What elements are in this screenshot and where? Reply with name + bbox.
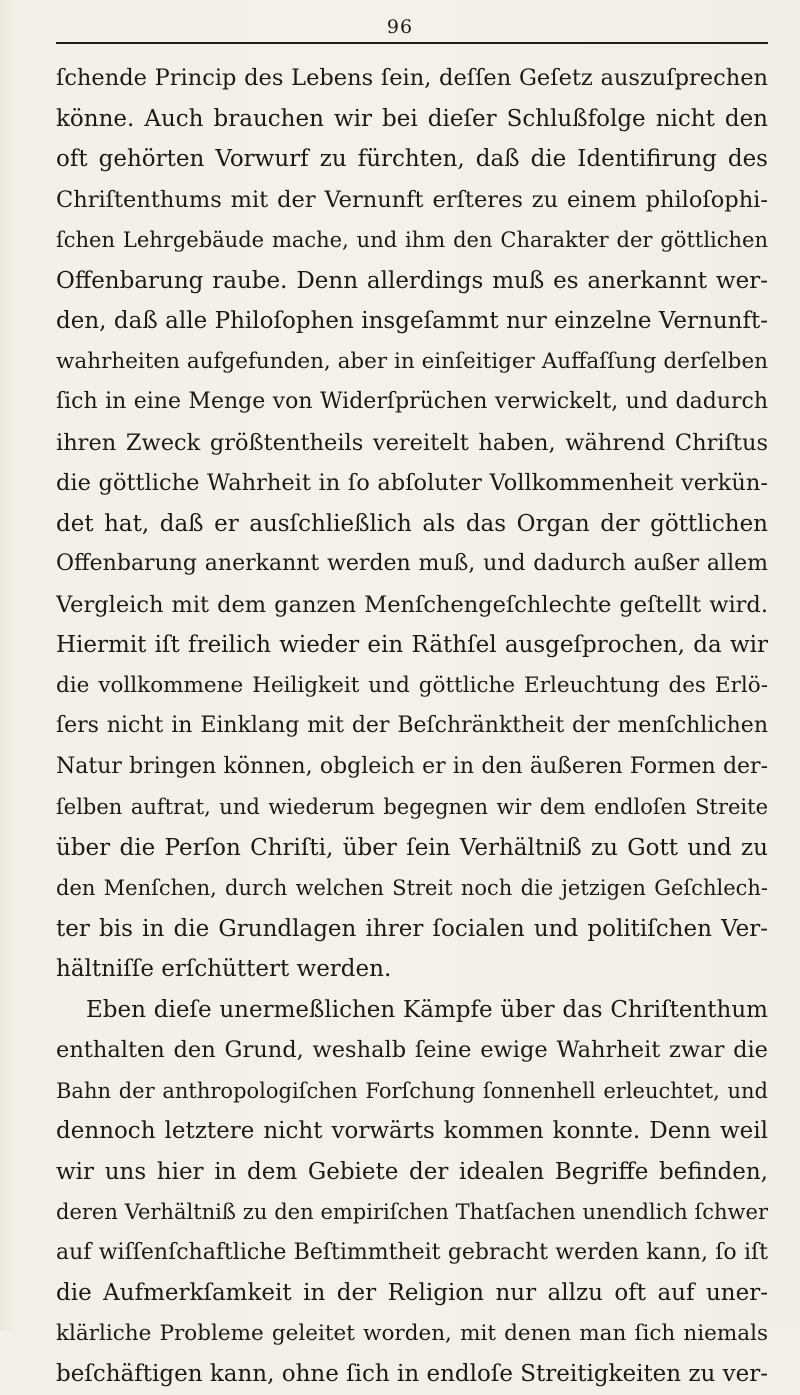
text-line: Offenbarung anerkannt werden muß, und dadurch außer allem — [56, 551, 768, 576]
text-line: die vollkommene Heiligkeit und göttliche Erleuchtung des Erlö- — [56, 672, 768, 698]
text-line-paragraph-end: hältniſſe erſchüttert werden. — [56, 956, 392, 982]
text-line: Bahn der anthropologiſchen Forſchung ſonnenhell erleuchtet, und — [56, 1078, 768, 1103]
text-line: könne. Auch brauchen wir bei dieſer Schlußfolge nicht den — [56, 105, 768, 132]
header-rule — [56, 42, 768, 44]
text-line-paragraph-start: Eben dieſe unermeßlichen Kämpfe über das Chriſtenthum — [86, 996, 768, 1023]
text-line: die Aufmerkſamkeit in der Religion nur allzu oft auf uner- — [56, 1280, 768, 1306]
text-line: oft gehörten Vorwurf zu fürchten, daß die Identifirung des — [56, 146, 768, 172]
text-line: den, daß alle Philoſophen insgeſammt nur einzelne Vernunft- — [56, 308, 768, 334]
text-line: klärliche Probleme geleitet worden, mit denen man ſich niemals — [56, 1320, 768, 1346]
text-line: dennoch letztere nicht vorwärts kommen konnte. Denn weil — [56, 1118, 768, 1144]
page-number: 96 — [386, 16, 414, 38]
text-line: ſelben auftrat, und wiederum begegnen wir dem endloſen Streite — [56, 795, 768, 819]
text-line: ter bis in die Grundlagen ihrer ſocialen und politiſchen Ver- — [56, 915, 768, 942]
text-line: enthalten den Grund, weshalb ſeine ewige Wahrheit zwar die — [56, 1037, 768, 1063]
text-line: det hat, daß er ausſchließlich als das Organ der göttlichen — [56, 510, 768, 537]
text-line: Natur bringen können, obgleich er in den äußeren Formen der- — [56, 753, 768, 779]
text-line: auf wiſſenſchaftliche Beſtimmtheit gebracht werden kann, ſo iſt — [56, 1239, 768, 1265]
text-line: wir uns hier in dem Gebiete der idealen Begriffe befinden, — [56, 1158, 768, 1185]
text-line: ſich in eine Menge von Widerſprüchen verwickelt, und dadurch — [56, 389, 768, 414]
text-line: ihren Zweck größtentheils vereitelt haben, während Chriſtus — [56, 429, 768, 456]
text-line: wahrheiten aufgefunden, aber in einſeitiger Auffaſſung derſelben — [56, 348, 768, 374]
text-line: Vergleich mit dem ganzen Menſchengeſchlechte geſtellt wird. — [56, 591, 768, 618]
text-line: Chriſtenthums mit der Vernunft erſteres zu einem philoſophi- — [56, 186, 768, 213]
text-line: Hiermit iſt freilich wieder ein Räthſel ausgeſprochen, da wir — [56, 632, 768, 658]
text-line: ſchen Lehrgebäude mache, und ihm den Charakter der göttlichen — [56, 228, 768, 252]
text-line: ſchende Princip des Lebens ſein, deſſen Geſetz auszuſprechen — [56, 65, 768, 91]
text-line: Offenbarung raube. Denn allerdings muß es anerkannt wer- — [56, 267, 768, 294]
text-line: ſers nicht in Einklang mit der Beſchränktheit der menſchlichen — [56, 713, 768, 738]
body-text — [56, 58, 768, 1395]
text-line: die göttliche Wahrheit in ſo abſoluter Vollkommenheit verkün- — [56, 470, 768, 496]
text-line: beſchäftigen kann, ohne ſich in endloſe Streitigkeiten zu ver- — [56, 1361, 768, 1387]
text-line: über die Perſon Chriſti, über ſein Verhältniß zu Gott und zu — [56, 834, 768, 861]
text-line: den Menſchen, durch welchen Streit noch die jetzigen Geſchlech- — [56, 876, 768, 900]
text-line: deren Verhältniß zu den empiriſchen Thatſachen unendlich ſchwer — [56, 1200, 768, 1224]
